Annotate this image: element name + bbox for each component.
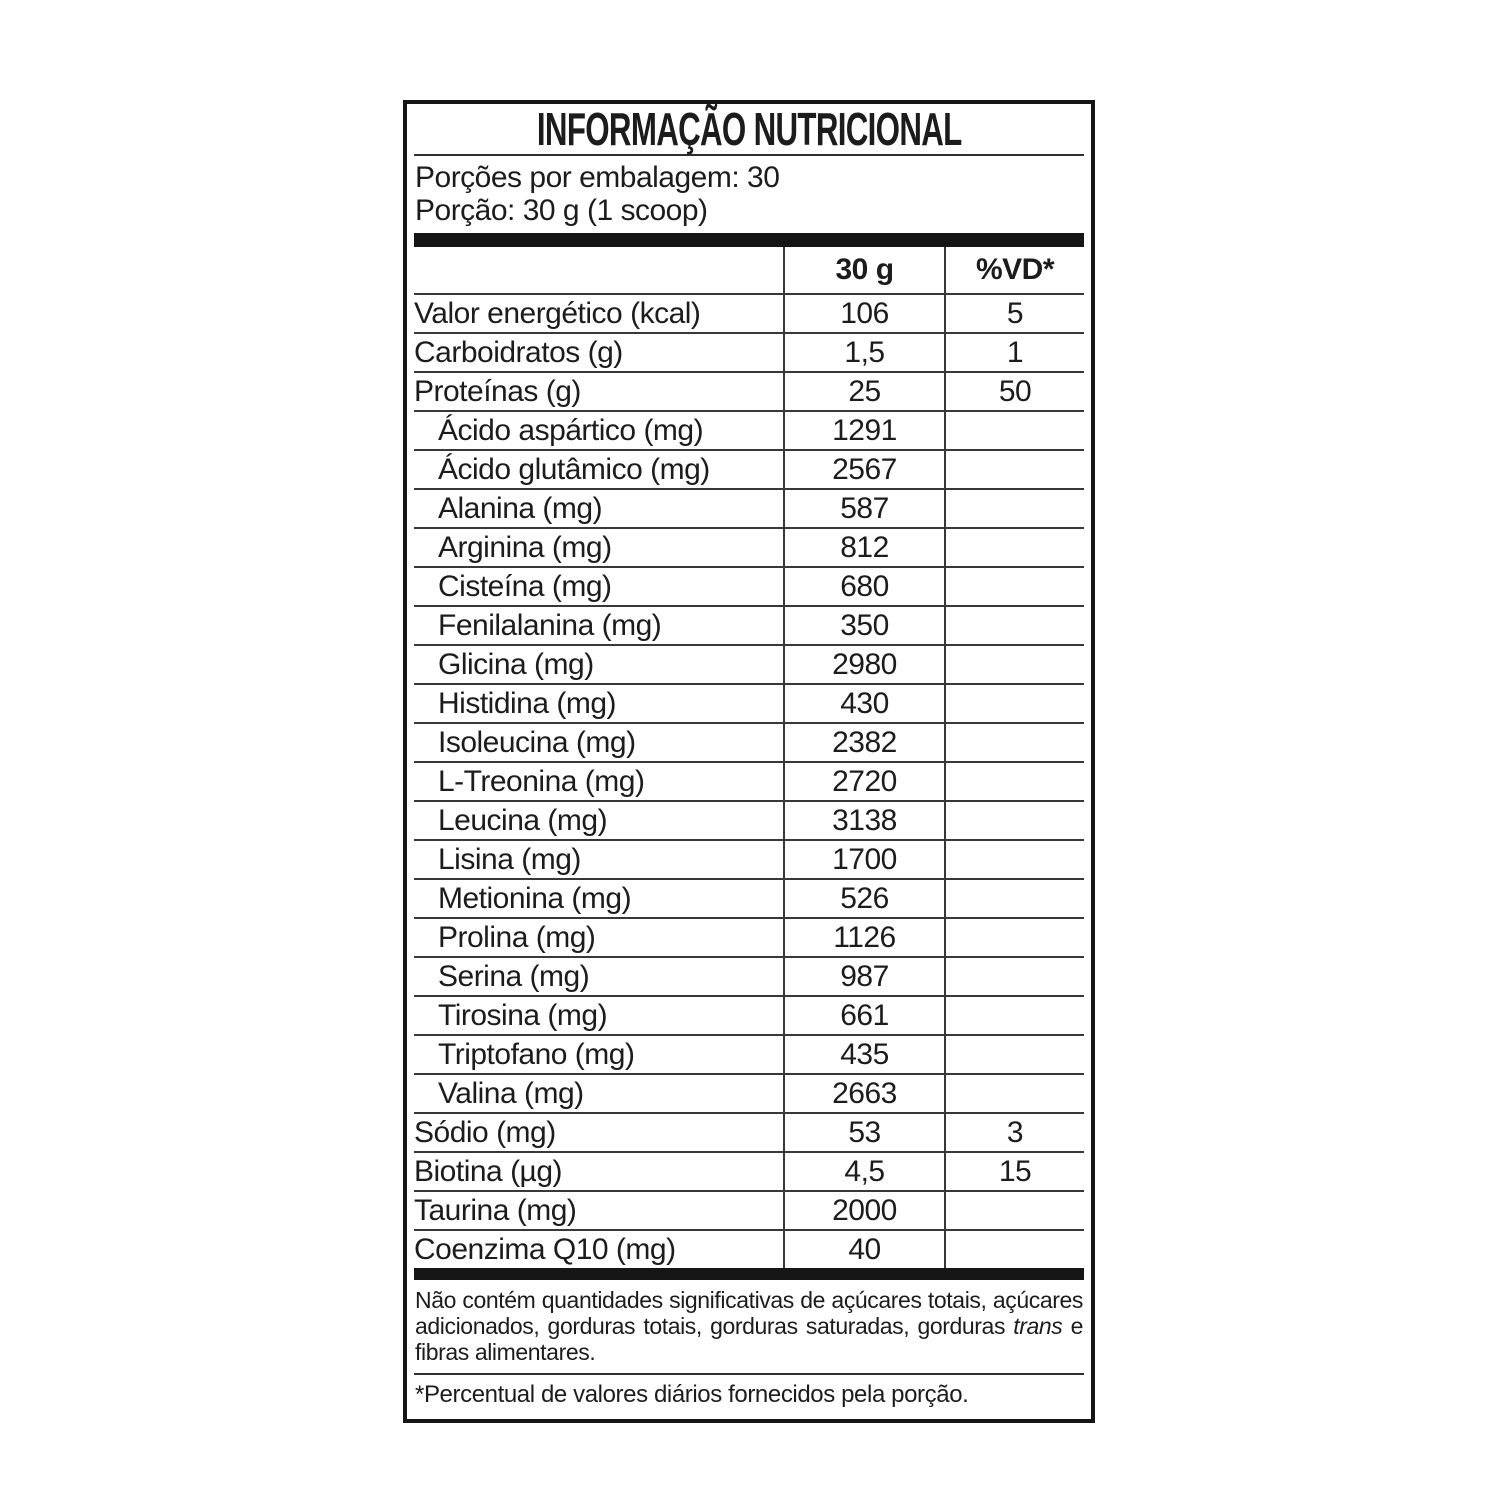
table-row [414, 606, 1084, 645]
nutrient-name: Taurina (mg) [414, 1191, 784, 1230]
nutrient-name: Metionina (mg) [414, 879, 784, 918]
nutrient-name: Glicina (mg) [414, 645, 784, 684]
nutrient-amount: 812 [784, 528, 945, 567]
nutrition-table [414, 247, 1084, 1268]
nutrient-name: Ácido aspártico (mg) [414, 411, 784, 450]
nutrient-name: Biotina (µg) [414, 1152, 784, 1191]
nutrient-dv [945, 411, 1084, 450]
table-row [414, 333, 1084, 372]
nutrient-dv [945, 918, 1084, 957]
nutrient-amount: 40 [784, 1230, 945, 1268]
nutrient-dv [945, 840, 1084, 879]
nutrient-name: Prolina (mg) [414, 918, 784, 957]
nutrient-amount: 3138 [784, 801, 945, 840]
table-row [414, 411, 1084, 450]
nutrient-amount: 526 [784, 879, 945, 918]
nutrient-amount: 350 [784, 606, 945, 645]
table-row [414, 1191, 1084, 1230]
table-row [414, 294, 1084, 333]
nutrient-dv [945, 528, 1084, 567]
nutrient-dv [945, 450, 1084, 489]
table-row [414, 996, 1084, 1035]
footnote [414, 1280, 1084, 1373]
table-row [414, 957, 1084, 996]
serving-size: Porção: 30 g (1 scoop) [415, 194, 708, 227]
nutrient-amount: 106 [784, 294, 945, 333]
nutrient-name: Leucina (mg) [414, 801, 784, 840]
nutrient-amount: 1700 [784, 840, 945, 879]
table-row [414, 684, 1084, 723]
footnote-trans-word: trans [1013, 1313, 1063, 1339]
servings-per-package: Porções por embalagem: 30 [415, 161, 780, 194]
table-row [414, 528, 1084, 567]
table-row [414, 879, 1084, 918]
nutrient-name: Valor energético (kcal) [414, 294, 784, 333]
table-row [414, 1113, 1084, 1152]
nutrient-name: Cisteína (mg) [414, 567, 784, 606]
nutrient-amount: 1,5 [784, 333, 945, 372]
nutrient-amount: 4,5 [784, 1152, 945, 1191]
nutrient-dv [945, 801, 1084, 840]
table-row [414, 489, 1084, 528]
nutrient-dv: 3 [945, 1113, 1084, 1152]
nutrient-name: Valina (mg) [414, 1074, 784, 1113]
nutrient-dv [945, 957, 1084, 996]
table-row [414, 645, 1084, 684]
nutrient-dv [945, 879, 1084, 918]
nutrient-dv [945, 489, 1084, 528]
nutrient-name: L-Treonina (mg) [414, 762, 784, 801]
nutrient-name: Histidina (mg) [414, 684, 784, 723]
table-row [414, 762, 1084, 801]
nutrient-dv [945, 1191, 1084, 1230]
nutrient-name: Arginina (mg) [414, 528, 784, 567]
nutrient-amount: 661 [784, 996, 945, 1035]
table-row [414, 840, 1084, 879]
nutrient-amount: 1126 [784, 918, 945, 957]
divider-bar-bottom [414, 1268, 1084, 1280]
nutrient-dv: 50 [945, 372, 1084, 411]
nutrient-amount: 2567 [784, 450, 945, 489]
nutrient-name: Coenzima Q10 (mg) [414, 1232, 676, 1266]
table-header-row [414, 247, 1084, 294]
nutrient-dv [945, 1035, 1084, 1074]
table-row [414, 1074, 1084, 1113]
nutrient-name: Ácido glutâmico (mg) [414, 450, 784, 489]
nutrient-amount: 430 [784, 684, 945, 723]
nutrient-amount: 987 [784, 957, 945, 996]
table-row [414, 372, 1084, 411]
nutrient-dv [945, 996, 1084, 1035]
nutrient-dv [945, 645, 1084, 684]
nutrient-name: Isoleucina (mg) [414, 723, 784, 762]
nutrition-table-body [414, 294, 1084, 1268]
footnote-text-end: e fibras alimentares. [415, 1313, 1083, 1365]
nutrient-dv [945, 1230, 1084, 1268]
nutrient-name: Serina (mg) [414, 957, 784, 996]
nutrient-dv [945, 1074, 1084, 1113]
table-row [414, 1035, 1084, 1074]
table-row [414, 1230, 1084, 1268]
nutrient-name: Tirosina (mg) [414, 996, 784, 1035]
nutrient-amount: 587 [784, 489, 945, 528]
nutrient-amount: 2382 [784, 723, 945, 762]
nutrient-name: Triptofano (mg) [414, 1035, 784, 1074]
table-row [414, 723, 1084, 762]
serving-info [414, 156, 1084, 233]
nutrient-name: Proteínas (g) [414, 372, 784, 411]
nutrient-name: Alanina (mg) [414, 489, 784, 528]
nutrient-amount: 53 [784, 1113, 945, 1152]
table-row [414, 918, 1084, 957]
table-row [414, 801, 1084, 840]
nutrient-amount: 2663 [784, 1074, 945, 1113]
footnote-text-start: Não contém quantidades significativas de açúcares totais, açúcares adicionados, gorduras totais, gorduras saturadas, gorduras [415, 1287, 1083, 1339]
nutrient-dv [945, 567, 1084, 606]
label-title [414, 104, 1084, 156]
nutrient-name: Sódio (mg) [414, 1113, 784, 1152]
nutrient-dv: 1 [945, 333, 1084, 372]
nutrient-name: Fenilalanina (mg) [414, 606, 784, 645]
header-nutrient-column [414, 247, 784, 294]
nutrient-dv: 5 [945, 294, 1084, 333]
table-row [414, 1152, 1084, 1191]
header-dv-column: %VD* [945, 247, 1084, 294]
nutrient-dv [945, 606, 1084, 645]
nutrient-amount: 1291 [784, 411, 945, 450]
divider-bar-top [414, 233, 1084, 247]
nutrient-name: Lisina (mg) [414, 840, 784, 879]
nutrient-amount: 680 [784, 567, 945, 606]
header-amount-column: 30 g [784, 247, 945, 294]
nutrient-dv: 15 [945, 1152, 1084, 1191]
table-row [414, 450, 1084, 489]
nutrition-label [403, 100, 1095, 1423]
nutrient-dv [945, 723, 1084, 762]
nutrient-name: Carboidratos (g) [414, 333, 784, 372]
label-title-text: INFORMAÇÃO NUTRICIONAL [536, 103, 962, 155]
daily-value-note: *Percentual de valores diários fornecidos pela porção. [415, 1381, 969, 1408]
nutrient-dv [945, 684, 1084, 723]
nutrient-amount: 2720 [784, 762, 945, 801]
table-row [414, 567, 1084, 606]
nutrient-amount: 435 [784, 1035, 945, 1074]
nutrient-amount: 2000 [784, 1191, 945, 1230]
nutrient-dv [945, 762, 1084, 801]
nutrient-amount: 2980 [784, 645, 945, 684]
nutrient-amount: 25 [784, 372, 945, 411]
